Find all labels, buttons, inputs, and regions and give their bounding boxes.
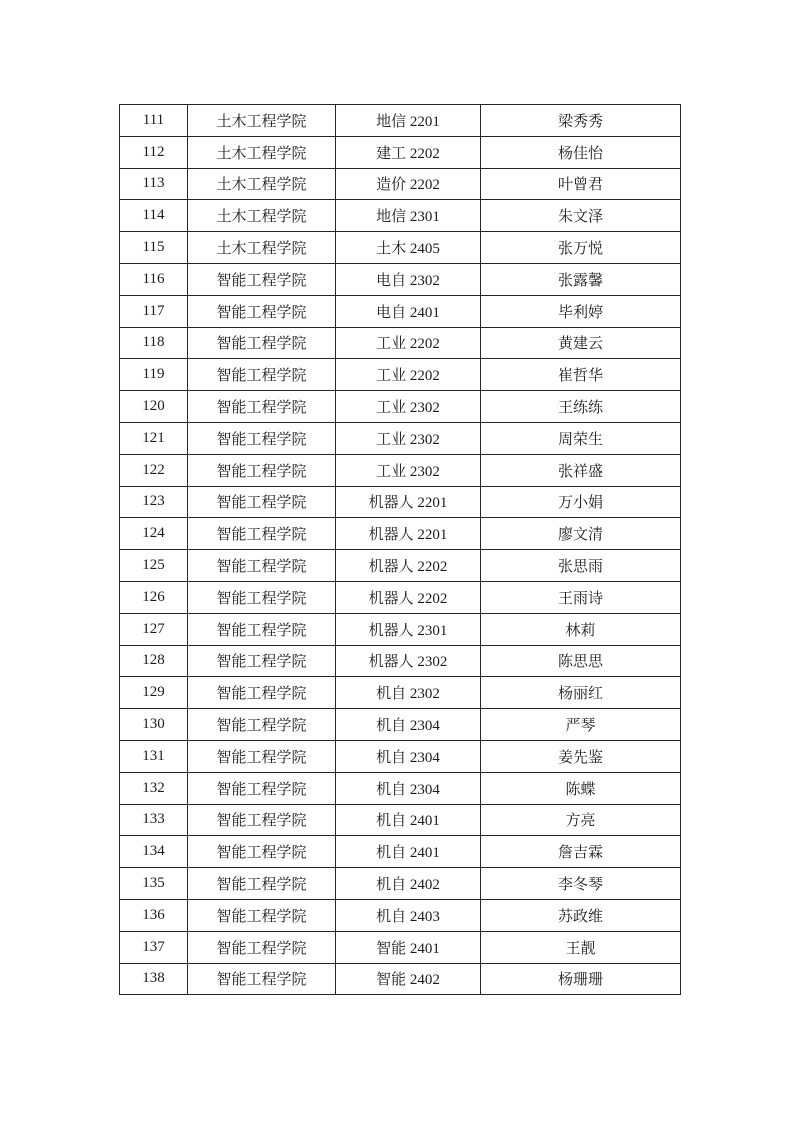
cell-name: 李冬琴 [481, 868, 681, 900]
cell-college: 智能工程学院 [188, 327, 336, 359]
cell-no: 131 [120, 740, 188, 772]
cell-college: 土木工程学院 [188, 232, 336, 264]
cell-name: 张祥盛 [481, 454, 681, 486]
table-row [120, 677, 681, 709]
cell-name: 王雨诗 [481, 581, 681, 613]
table-row [120, 550, 681, 582]
table-row [120, 454, 681, 486]
table-row [120, 518, 681, 550]
cell-college: 土木工程学院 [188, 200, 336, 232]
cell-no: 130 [120, 709, 188, 741]
cell-college: 智能工程学院 [188, 804, 336, 836]
cell-no: 127 [120, 613, 188, 645]
cell-class: 机自 2403 [336, 899, 481, 931]
cell-college: 智能工程学院 [188, 645, 336, 677]
cell-class: 机自 2402 [336, 868, 481, 900]
roster-body [120, 105, 681, 995]
cell-name: 苏政维 [481, 899, 681, 931]
table-row [120, 931, 681, 963]
table-row [120, 136, 681, 168]
cell-name: 杨佳怡 [481, 136, 681, 168]
table-row [120, 422, 681, 454]
cell-class: 工业 2302 [336, 391, 481, 423]
cell-name: 张万悦 [481, 232, 681, 264]
cell-no: 117 [120, 295, 188, 327]
cell-college: 智能工程学院 [188, 772, 336, 804]
cell-name: 梁秀秀 [481, 105, 681, 137]
cell-class: 智能 2402 [336, 963, 481, 995]
cell-name: 黄建云 [481, 327, 681, 359]
table-row [120, 200, 681, 232]
cell-no: 128 [120, 645, 188, 677]
cell-college: 智能工程学院 [188, 391, 336, 423]
table-row [120, 709, 681, 741]
cell-no: 123 [120, 486, 188, 518]
student-roster-table [119, 104, 681, 995]
table-row [120, 168, 681, 200]
cell-college: 智能工程学院 [188, 359, 336, 391]
cell-class: 地信 2201 [336, 105, 481, 137]
cell-class: 机器人 2201 [336, 518, 481, 550]
table-row [120, 327, 681, 359]
cell-no: 115 [120, 232, 188, 264]
cell-name: 王练练 [481, 391, 681, 423]
cell-no: 112 [120, 136, 188, 168]
cell-class: 智能 2401 [336, 931, 481, 963]
cell-no: 132 [120, 772, 188, 804]
table-row [120, 486, 681, 518]
cell-college: 智能工程学院 [188, 836, 336, 868]
table-row [120, 836, 681, 868]
table-row [120, 295, 681, 327]
cell-name: 王靓 [481, 931, 681, 963]
cell-college: 智能工程学院 [188, 422, 336, 454]
cell-college: 智能工程学院 [188, 963, 336, 995]
table-row [120, 740, 681, 772]
cell-college: 土木工程学院 [188, 105, 336, 137]
cell-college: 智能工程学院 [188, 581, 336, 613]
cell-no: 113 [120, 168, 188, 200]
cell-no: 122 [120, 454, 188, 486]
cell-no: 138 [120, 963, 188, 995]
cell-class: 电自 2302 [336, 263, 481, 295]
cell-name: 叶曾君 [481, 168, 681, 200]
table-row [120, 391, 681, 423]
cell-class: 机自 2304 [336, 709, 481, 741]
table-row [120, 232, 681, 264]
table-row [120, 868, 681, 900]
table-row [120, 804, 681, 836]
cell-no: 135 [120, 868, 188, 900]
cell-college: 智能工程学院 [188, 709, 336, 741]
cell-college: 土木工程学院 [188, 136, 336, 168]
cell-class: 机器人 2201 [336, 486, 481, 518]
cell-no: 116 [120, 263, 188, 295]
cell-no: 134 [120, 836, 188, 868]
cell-class: 工业 2302 [336, 454, 481, 486]
cell-no: 125 [120, 550, 188, 582]
cell-class: 机自 2302 [336, 677, 481, 709]
cell-name: 毕利婷 [481, 295, 681, 327]
cell-college: 智能工程学院 [188, 868, 336, 900]
cell-class: 机器人 2301 [336, 613, 481, 645]
cell-name: 张思雨 [481, 550, 681, 582]
cell-name: 陈蝶 [481, 772, 681, 804]
cell-name: 朱文泽 [481, 200, 681, 232]
cell-no: 137 [120, 931, 188, 963]
cell-no: 121 [120, 422, 188, 454]
table-row [120, 613, 681, 645]
cell-college: 智能工程学院 [188, 454, 336, 486]
cell-class: 机器人 2202 [336, 550, 481, 582]
cell-no: 114 [120, 200, 188, 232]
cell-name: 万小娟 [481, 486, 681, 518]
cell-name: 方亮 [481, 804, 681, 836]
cell-class: 机器人 2302 [336, 645, 481, 677]
cell-no: 136 [120, 899, 188, 931]
table-row [120, 359, 681, 391]
cell-no: 124 [120, 518, 188, 550]
cell-no: 119 [120, 359, 188, 391]
cell-name: 姜先鉴 [481, 740, 681, 772]
cell-class: 地信 2301 [336, 200, 481, 232]
cell-no: 120 [120, 391, 188, 423]
cell-class: 工业 2202 [336, 327, 481, 359]
cell-class: 工业 2202 [336, 359, 481, 391]
table-row [120, 772, 681, 804]
cell-name: 周荣生 [481, 422, 681, 454]
cell-class: 造价 2202 [336, 168, 481, 200]
cell-college: 智能工程学院 [188, 550, 336, 582]
cell-college: 智能工程学院 [188, 899, 336, 931]
cell-college: 智能工程学院 [188, 295, 336, 327]
table-row [120, 263, 681, 295]
cell-class: 土木 2405 [336, 232, 481, 264]
cell-name: 崔哲华 [481, 359, 681, 391]
cell-class: 电自 2401 [336, 295, 481, 327]
cell-class: 机自 2401 [336, 836, 481, 868]
cell-class: 机自 2401 [336, 804, 481, 836]
cell-no: 129 [120, 677, 188, 709]
cell-class: 机自 2304 [336, 772, 481, 804]
cell-college: 智能工程学院 [188, 740, 336, 772]
cell-college: 智能工程学院 [188, 931, 336, 963]
cell-name: 杨丽红 [481, 677, 681, 709]
cell-college: 智能工程学院 [188, 263, 336, 295]
cell-no: 133 [120, 804, 188, 836]
table-row [120, 581, 681, 613]
cell-name: 廖文清 [481, 518, 681, 550]
cell-college: 智能工程学院 [188, 486, 336, 518]
cell-class: 机自 2304 [336, 740, 481, 772]
cell-college: 智能工程学院 [188, 518, 336, 550]
table-row [120, 899, 681, 931]
cell-class: 建工 2202 [336, 136, 481, 168]
cell-no: 126 [120, 581, 188, 613]
cell-name: 林莉 [481, 613, 681, 645]
cell-name: 杨珊珊 [481, 963, 681, 995]
cell-name: 陈思思 [481, 645, 681, 677]
cell-name: 严琴 [481, 709, 681, 741]
cell-class: 工业 2302 [336, 422, 481, 454]
cell-no: 111 [120, 105, 188, 137]
cell-no: 118 [120, 327, 188, 359]
cell-name: 张露馨 [481, 263, 681, 295]
cell-college: 智能工程学院 [188, 677, 336, 709]
cell-college: 土木工程学院 [188, 168, 336, 200]
cell-class: 机器人 2202 [336, 581, 481, 613]
cell-name: 詹吉霖 [481, 836, 681, 868]
table-row [120, 645, 681, 677]
table-row [120, 963, 681, 995]
cell-college: 智能工程学院 [188, 613, 336, 645]
table-row [120, 105, 681, 137]
